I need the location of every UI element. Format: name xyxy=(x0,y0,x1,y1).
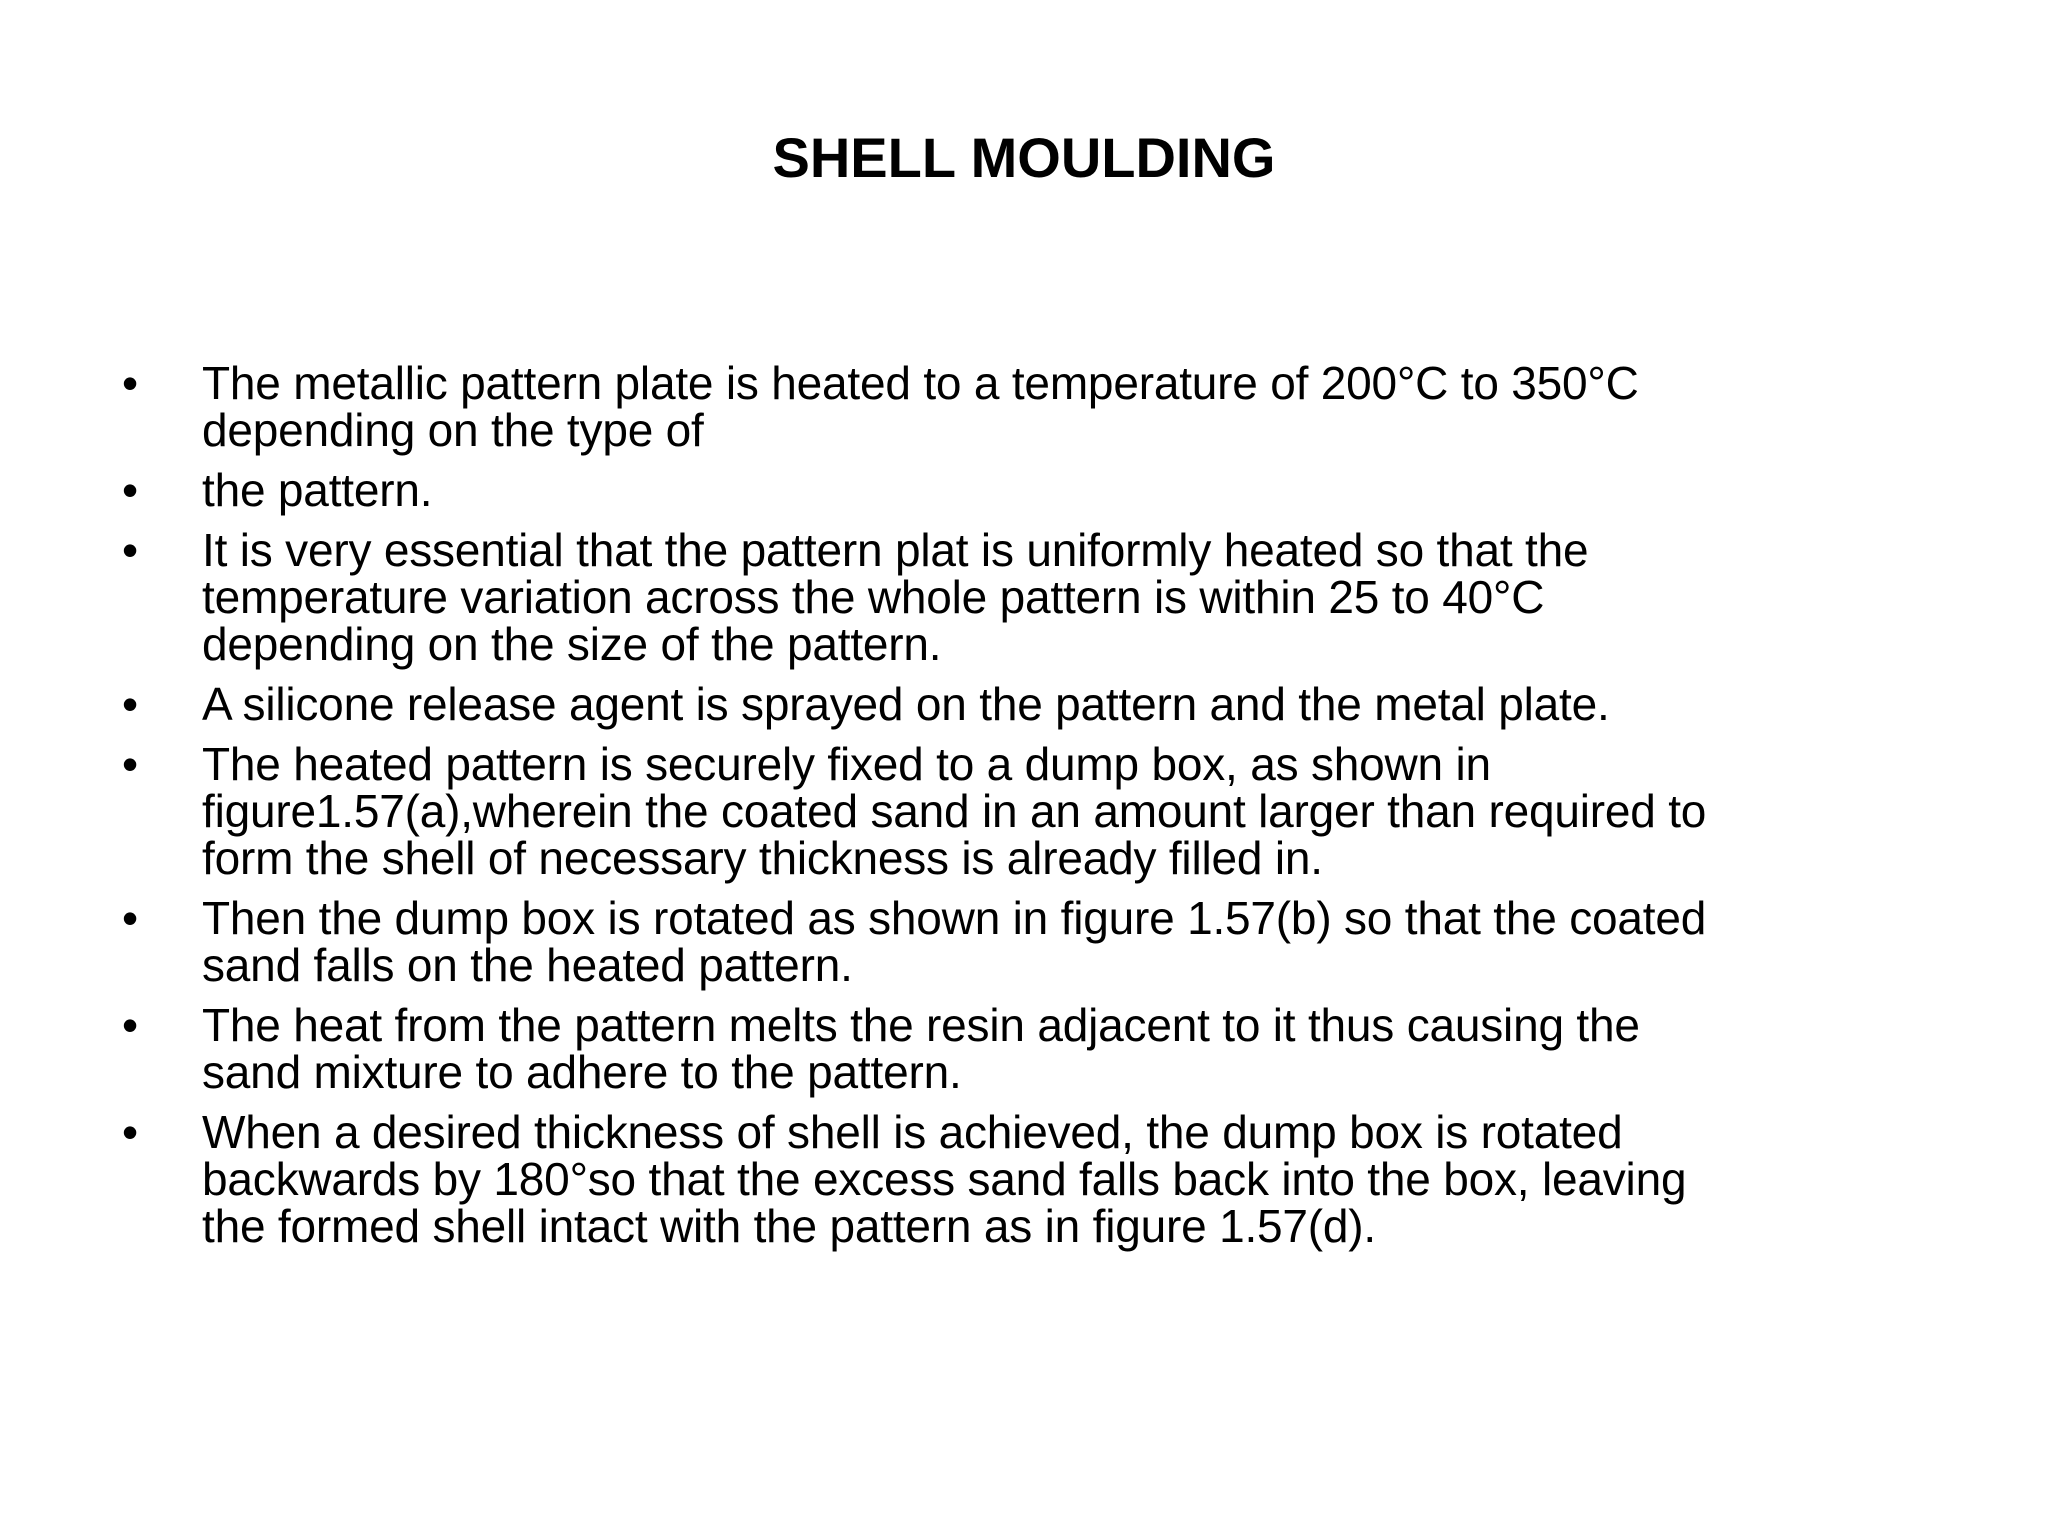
slide-title: SHELL MOULDING xyxy=(772,126,1276,189)
bullet-line: the pattern. xyxy=(202,464,433,516)
bullet-item xyxy=(122,357,1982,456)
bullet-item xyxy=(122,464,1982,516)
bullet-text xyxy=(202,1106,1982,1252)
bullet-line: The metallic pattern plate is heated to a temperature of 200°C to 350°C xyxy=(202,357,1639,409)
bullet-icon: • xyxy=(122,892,139,944)
bullet-icon: • xyxy=(122,524,139,576)
bullet-icon: • xyxy=(122,999,139,1051)
bullet-item xyxy=(122,678,1982,730)
bullet-icon: • xyxy=(122,1106,139,1158)
bullet-icon: • xyxy=(122,464,139,516)
bullet-line: the formed shell intact with the pattern as in figure 1.57(d). xyxy=(202,1200,1377,1252)
bullet-icon: • xyxy=(122,357,139,409)
bullet-list xyxy=(122,357,1982,1263)
bullet-item xyxy=(122,738,1982,884)
bullet-text xyxy=(202,738,1982,884)
bullet-line: sand falls on the heated pattern. xyxy=(202,939,853,991)
bullet-icon: • xyxy=(122,678,139,730)
bullet-icon: • xyxy=(122,738,139,790)
bullet-text xyxy=(202,678,1982,730)
bullet-line: It is very essential that the pattern plat is uniformly heated so that the xyxy=(202,524,1589,576)
bullet-item xyxy=(122,524,1982,670)
bullet-line: depending on the size of the pattern. xyxy=(202,618,942,670)
bullet-line: The heated pattern is securely fixed to a dump box, as shown in xyxy=(202,738,1491,790)
bullet-line: sand mixture to adhere to the pattern. xyxy=(202,1046,962,1098)
bullet-text xyxy=(202,464,1982,516)
bullet-item xyxy=(122,892,1982,991)
bullet-line: backwards by 180°so that the excess sand falls back into the box, leaving xyxy=(202,1153,1687,1205)
bullet-line: The heat from the pattern melts the resin adjacent to it thus causing the xyxy=(202,999,1640,1051)
bullet-item xyxy=(122,1106,1982,1252)
bullet-line: A silicone release agent is sprayed on the pattern and the metal plate. xyxy=(202,678,1610,730)
bullet-line: figure1.57(a),wherein the coated sand in an amount larger than required to xyxy=(202,785,1707,837)
bullet-item xyxy=(122,999,1982,1098)
bullet-text xyxy=(202,892,1982,991)
bullet-line: depending on the type of xyxy=(202,404,704,456)
bullet-text xyxy=(202,524,1982,670)
bullet-text xyxy=(202,357,1982,456)
bullet-text xyxy=(202,999,1982,1098)
bullet-line: form the shell of necessary thickness is already filled in. xyxy=(202,832,1323,884)
bullet-line: Then the dump box is rotated as shown in figure 1.57(b) so that the coated xyxy=(202,892,1707,944)
bullet-line: temperature variation across the whole pattern is within 25 to 40°C xyxy=(202,571,1545,623)
bullet-line: When a desired thickness of shell is achieved, the dump box is rotated xyxy=(202,1106,1623,1158)
